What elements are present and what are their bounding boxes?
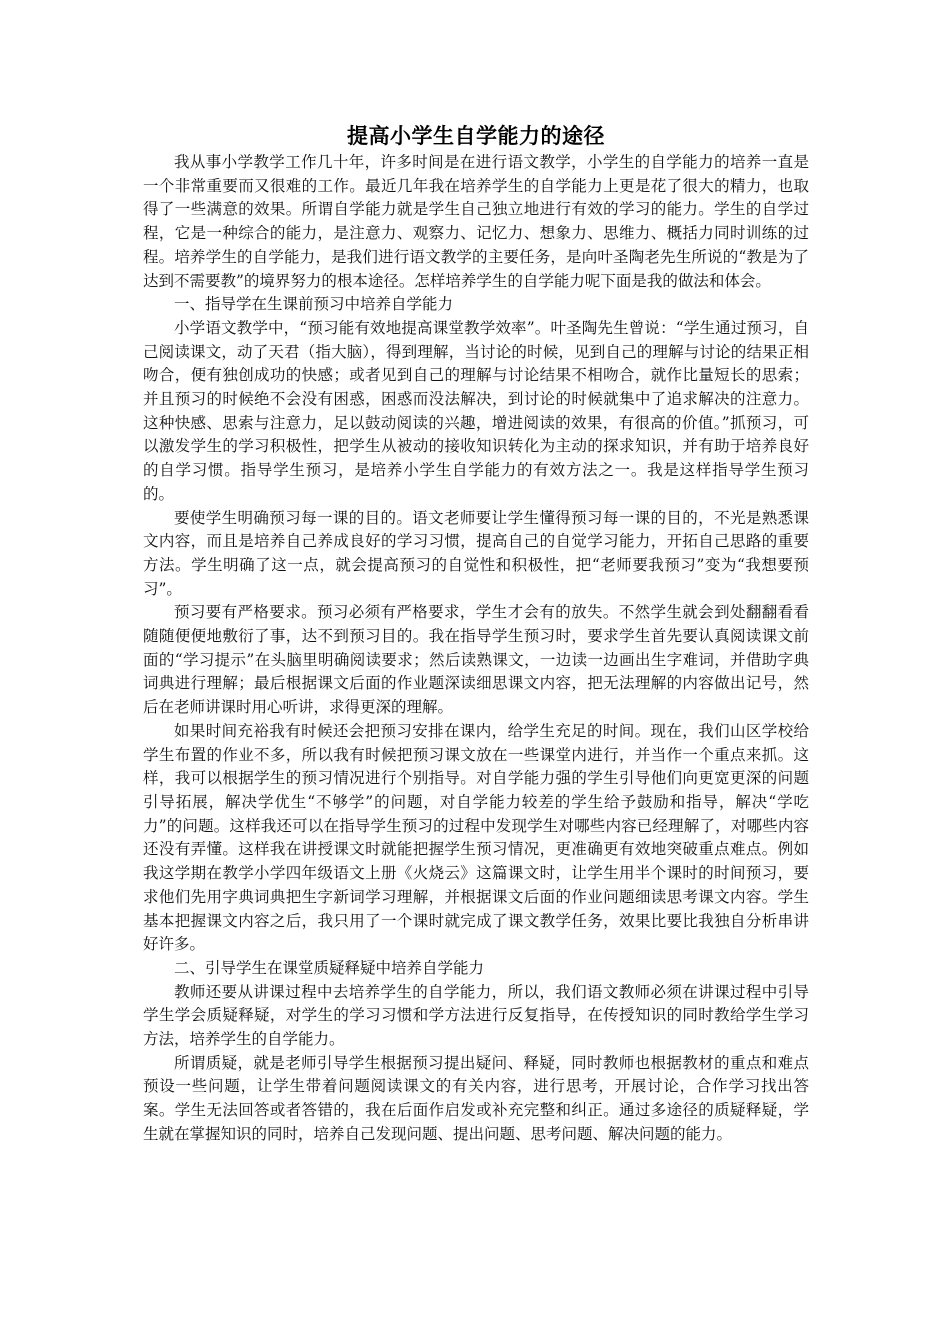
section-heading-2: 二、引导学生在课堂质疑释疑中培养自学能力 [174, 958, 485, 977]
paragraph-intro: 我从事小学教学工作几十年，许多时间是在进行语文教学，小学生的自学能力的培养一直是一个非常重要而又很难的工作。最近几年我在培养学生的自学能力上更是花了很大的精力，也取得了一些满意的效果。所谓自学能力就是学生自己独立地进行有效的学习的能力。学生的自学过程，它是一种综合的能力，是注意力、观察力、记忆力、想象力、思维力、概括力同时训练的过程。培养学生的自学能力，是我们进行语文教学的主要任务，是向叶圣陶老先生所说的“教是为了达到不需要教”的境界努力的根本途径。怎样培养学生的自学能力呢下面是我的做法和体会。 [143, 153, 809, 290]
document-body [143, 151, 809, 1147]
paragraph: 如果时间充裕我有时候还会把预习安排在课内，给学生充足的时间。现在，我们山区学校给学生布置的作业不多，所以我有时候把预习课文放在一些课堂内进行，并当作一个重点来抓。这样，我可以根据学生的预习情况进行个别指导。对自学能力强的学生引导他们向更宽更深的问题引导拓展，解决学优生“不够学”的问题，对自学能力较差的学生给予鼓励和指导，解决“学吃力”的问题。这样我还可以在指导学生预习的过程中发现学生对哪些内容已经理解了，对哪些内容还没有弄懂。这样我在讲授课文时就能把握学生预习情况，更准确更有效地突破重点难点。例如我这学期在教学小学四年级语文上册《火烧云》这篇课文时，让学生用半个课时的时间预习，要求他们先用字典词典把生字新词学习理解，并根据课文后面的作业问题细读思考课文内容。学生基本把握课文内容之后，我只用了一个课时就完成了课文教学任务，效果比要比我独自分析串讲好许多。 [143, 721, 809, 954]
paragraph: 所谓质疑，就是老师引导学生根据预习提出疑问、释疑，同时教师也根据教材的重点和难点预设一些问题，让学生带着问题阅读课文的有关内容，进行思考，开展讨论，合作学习找出答案。学生无法回答或者答错的，我在后面作启发或补充完整和纠正。通过多途径的质疑释疑，学生就在掌握知识的同时，培养自己发现问题、提出问题、思考问题、解决问题的能力。 [143, 1053, 809, 1143]
paragraph: 小学语文教学中，“预习能有效地提高课堂教学效率”。叶圣陶先生曾说：“学生通过预习，自己阅读课文，动了天君（指大脑），得到理解，当讨论的时候，见到自己的理解与讨论的结果正相吻合，便有独创成功的快感；或者见到自己的理解与讨论结果不相吻合，就作比量短长的思索；并且预习的时候绝不会没有困惑，困惑而没法解决，到讨论的时候就集中了追求解决的注意力。这种快感、思索与注意力，足以鼓动阅读的兴趣，增进阅读的效果，有很高的价值。”抓预习，可以激发学生的学习积极性，把学生从被动的接收知识转化为主动的探求知识，并有助于培养良好的自学习惯。指导学生预习，是培养小学生自学能力的有效方法之一。我是这样指导学生预习的。 [143, 318, 809, 503]
paragraph: 教师还要从讲课过程中去培养学生的自学能力，所以，我们语文教师必须在讲课过程中引导学生学会质疑释疑，对学生的学习习惯和学方法进行反复指导，在传授知识的同时教给学生学习方法，培养学生的自学能力。 [143, 982, 809, 1049]
section-heading-1: 一、指导学在生课前预习中培养自学能力 [174, 295, 454, 314]
paragraph: 要使学生明确预习每一课的目的。语文老师要让学生懂得预习每一课的目的，不光是熟悉课文内容，而且是培养自己养成良好的学习习惯，提高自己的自觉学习能力，开拓自己思路的重要方法。学生明确了这一点，就会提高预习的自觉性和积极性，把“老师要我预习”变为“我想要预习”。 [143, 508, 809, 598]
document-title: 提高小学生自学能力的途径 [347, 123, 605, 148]
paragraph: 预习要有严格要求。预习必须有严格要求，学生才会有的放失。不然学生就会到处翻翻看看随随便便地敷衍了事，达不到预习目的。我在指导学生预习时，要求学生首先要认真阅读课文前面的“学习提示”在头脑里明确阅读要求；然后读熟课文，一边读一边画出生字难词，并借助字典词典进行理解；最后根据课文后面的作业题深读细思课文内容，把无法理解的内容做出记号，然后在老师讲课时用心听讲，求得更深的理解。 [143, 603, 809, 717]
document-page [143, 121, 809, 1147]
